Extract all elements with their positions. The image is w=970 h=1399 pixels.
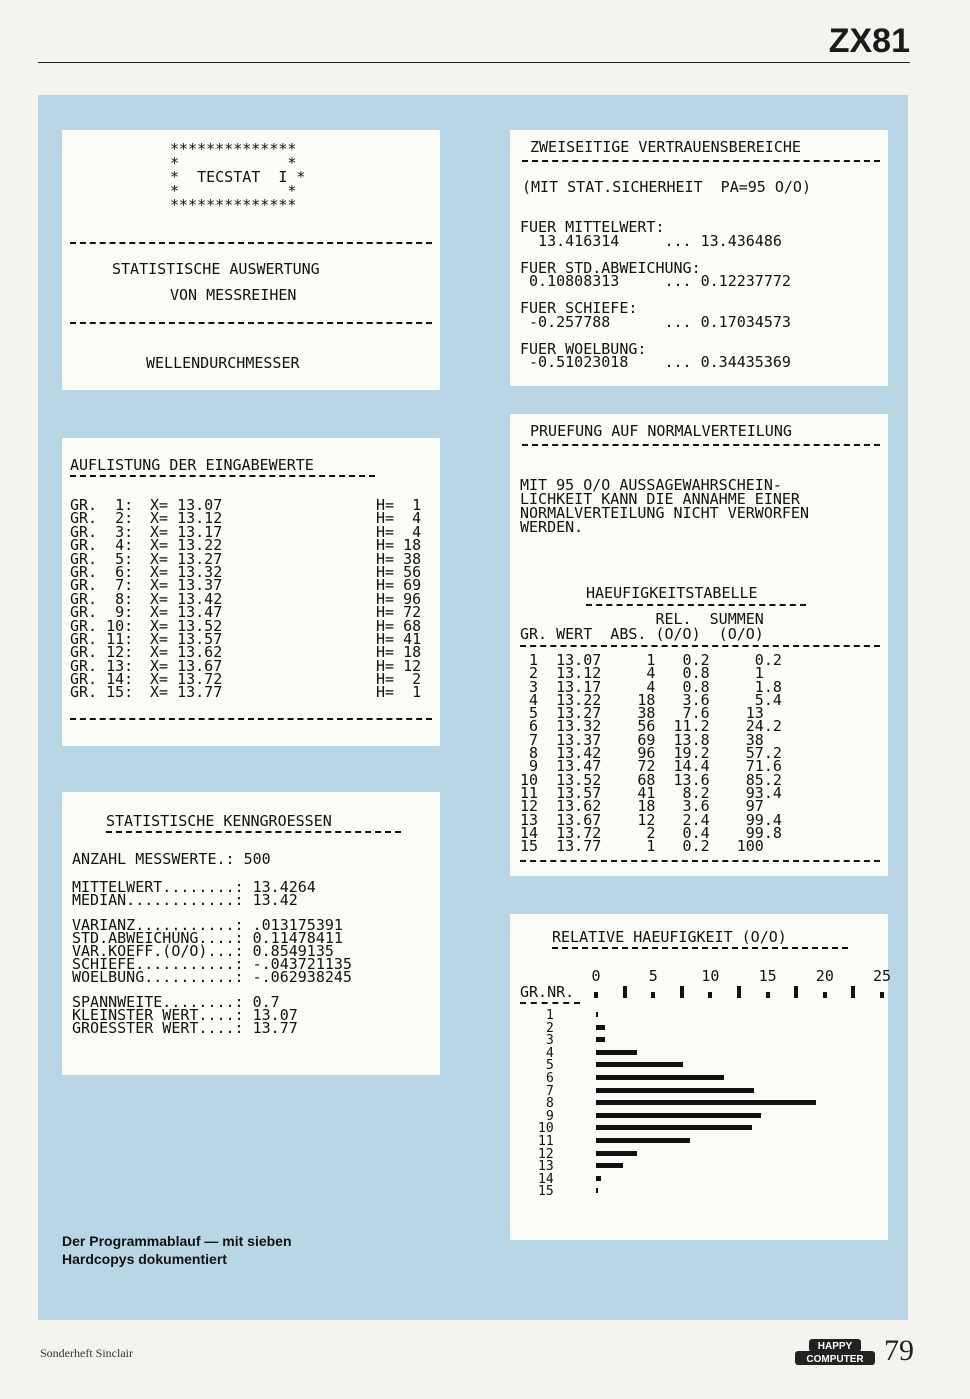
group-number: 5 <box>546 1058 554 1074</box>
stars-bottom: ************** <box>170 196 297 214</box>
frequency-table-printout <box>510 414 888 876</box>
histogram-bar <box>596 1176 601 1181</box>
group-label: GR. 15: <box>70 683 134 702</box>
h-value: H= 72 <box>376 603 422 622</box>
caption-line-1: Der Programmablauf — mit sieben <box>62 1233 292 1249</box>
interval-line: 13.416314 ... 13.436486 <box>520 231 782 250</box>
group-label: GR. 9: <box>70 603 134 622</box>
x-value: X= 13.07 <box>150 496 223 514</box>
h-value: H= 56 <box>376 562 422 581</box>
group-number: 7 <box>546 1083 554 1099</box>
h-value: H= 18 <box>376 536 422 555</box>
group-label: GR. 6: <box>70 562 134 581</box>
h-value: H= 96 <box>376 589 422 608</box>
h-value: H= 4 <box>376 522 422 541</box>
divider <box>520 860 880 862</box>
group-label: GR. 11: <box>70 629 134 648</box>
x-value: X= 13.62 <box>150 643 223 662</box>
magazine-logo <box>795 1337 875 1367</box>
histogram-bar <box>596 1062 683 1067</box>
axis-tick-label: 10 <box>701 967 720 985</box>
heading-line-2: VON MESSREIHEN <box>170 286 297 304</box>
test-result-line: NORMALVERTEILUNG NICHT VERWORFEN <box>520 504 809 522</box>
group-number: 4 <box>546 1045 554 1061</box>
frequency-row: 11 13.57 41 8.2 93.4 <box>520 783 782 802</box>
axis-tick-mark <box>823 992 827 998</box>
header-rule <box>38 62 910 63</box>
test-result-line: WERDEN. <box>520 518 584 536</box>
test-result-line: LICHKEIT KANN DIE ANNAHME EINER <box>520 490 800 508</box>
x-value: X= 13.57 <box>150 629 223 648</box>
stars-line: * * <box>170 154 297 172</box>
axis-tick-label: 5 <box>648 967 658 985</box>
h-value: H= 4 <box>376 509 422 528</box>
sample-count: ANZAHL MESSWERTE.: 500 <box>72 850 271 868</box>
x-value: X= 13.42 <box>150 589 223 608</box>
x-value: X= 13.37 <box>150 576 223 595</box>
interval-line: -0.257788 ... 0.17034573 <box>520 312 791 331</box>
group-label: GR. 1: <box>70 496 134 514</box>
footer-publication: Sonderheft Sinclair <box>40 1346 133 1360</box>
svg-text:COMPUTER: COMPUTER <box>806 1354 864 1365</box>
divider <box>520 645 880 647</box>
histogram-bar <box>596 1100 816 1105</box>
frequency-row: 5 13.27 38 7.6 13 <box>520 704 764 723</box>
section-title: AUFLISTUNG DER EINGABEWERTE <box>70 456 314 474</box>
table-header-2: GR. WERT ABS. (O/O) (O/O) <box>520 625 764 643</box>
stars-top: ************** <box>170 140 297 158</box>
group-number: 9 <box>546 1108 554 1124</box>
input-row <box>70 683 432 702</box>
interval-line: -0.51023018 ... 0.34435369 <box>520 353 791 371</box>
histogram-bar <box>596 1075 724 1080</box>
frequency-row: 13 13.67 12 2.4 99.4 <box>520 810 782 829</box>
histogram-bar <box>596 1025 605 1030</box>
interval-line: 0.10808313 ... 0.12237772 <box>520 272 791 290</box>
histogram-bar <box>596 1188 598 1193</box>
input-values-printout <box>62 438 440 746</box>
statistic-line: MITTELWERT........: 13.4264 <box>72 878 316 896</box>
frequency-row: 1 13.07 1 0.2 0.2 <box>520 651 782 669</box>
group-label: GR. 4: <box>70 536 134 555</box>
frequency-row: 8 13.42 96 19.2 57.2 <box>520 744 782 763</box>
group-number: 1 <box>546 1008 554 1023</box>
test-result-line: MIT 95 O/O AUSSAGEWAHRSCHEIN- <box>520 476 782 494</box>
group-number: 2 <box>546 1020 554 1036</box>
frequency-row: 10 13.52 68 13.6 85.2 <box>520 770 782 789</box>
chart-title: RELATIVE HAEUFIGKEIT (O/O) <box>552 928 787 946</box>
x-value: X= 13.22 <box>150 536 223 555</box>
h-value: H= 38 <box>376 549 422 568</box>
svg-text:HAPPY: HAPPY <box>817 1341 853 1352</box>
h-value: H= 12 <box>376 656 422 675</box>
axis-tick-mark <box>708 992 712 998</box>
h-value: H= 1 <box>376 683 422 702</box>
axis-tick-mark <box>680 986 684 998</box>
interval-line: FUER MITTELWERT: <box>520 218 665 236</box>
frequency-row: 14 13.72 2 0.4 99.8 <box>520 823 782 842</box>
group-label: GR. 2: <box>70 509 134 528</box>
histogram-bar <box>596 1113 761 1118</box>
group-label: GR. 5: <box>70 549 134 568</box>
h-value: H= 41 <box>376 629 422 648</box>
divider <box>70 718 432 720</box>
group-label: GR. 7: <box>70 576 134 595</box>
group-number: 14 <box>538 1171 554 1187</box>
histogram-bar <box>596 1151 637 1156</box>
frequency-row: 6 13.32 56 11.2 24.2 <box>520 717 782 736</box>
group-label: GR. 12: <box>70 643 134 662</box>
brand-title: ZX81 <box>828 22 910 60</box>
group-label: GR. 10: <box>70 616 134 635</box>
histogram-bar <box>596 1138 690 1143</box>
axis-tick-mark <box>651 992 655 998</box>
title-underline <box>106 831 401 833</box>
axis-tick-label: 0 <box>591 967 601 985</box>
histogram-bar <box>596 1050 637 1055</box>
statistic-line: SCHIEFE...........: -.043721135 <box>72 954 352 973</box>
group-number: 8 <box>546 1096 554 1112</box>
h-value: H= 69 <box>376 576 422 595</box>
frequency-row: 2 13.12 4 0.8 1 <box>520 664 764 683</box>
frequency-row: 15 13.77 1 0.2 100 <box>520 837 764 856</box>
interval-line: FUER WOELBUNG: <box>520 339 647 358</box>
statistics-printout <box>62 792 440 1075</box>
histogram-bar <box>596 1088 754 1093</box>
axis-tick-mark <box>851 986 855 998</box>
x-value: X= 13.47 <box>150 603 223 622</box>
group-number: 6 <box>546 1071 554 1086</box>
interval-line: FUER STD.ABWEICHUNG: <box>520 258 701 277</box>
x-value: X= 13.72 <box>150 670 223 689</box>
axis-tick-mark <box>794 986 798 998</box>
statistic-line: GROESSTER WERT....: 13.77 <box>72 1018 298 1037</box>
heading-line-1: STATISTISCHE AUSWERTUNG <box>112 260 320 278</box>
histogram-bar <box>596 1125 752 1130</box>
axis-tick-mark <box>594 992 598 998</box>
group-number: 11 <box>538 1134 554 1149</box>
group-number: 10 <box>538 1121 554 1137</box>
caption-line-2: Hardcopys dokumentiert <box>62 1251 227 1267</box>
axis-tick-label: 20 <box>815 967 834 985</box>
histogram-printout <box>510 914 892 1240</box>
confidence-level: (MIT STAT.SICHERHEIT PA=95 O/O) <box>522 178 811 196</box>
statistic-line: MEDIAN............: 13.42 <box>72 890 298 909</box>
statistic-line: SPANNWEITE........: 0.7 <box>72 993 280 1012</box>
section-title: STATISTISCHE KENNGROESSEN <box>106 812 332 830</box>
h-value: H= 1 <box>376 496 422 514</box>
statistic-line: VAR.KOEFF.(O/O)...: 0.8549135 <box>72 941 334 960</box>
section-title: ZWEISEITIGE VERTRAUENSBEREICHE <box>530 138 801 156</box>
x-value: X= 13.12 <box>150 509 223 528</box>
x-value: X= 13.17 <box>150 522 223 541</box>
group-label: GR. 3: <box>70 522 134 541</box>
table-header-1: REL. SUMMEN <box>520 610 764 628</box>
figure-caption <box>62 1232 292 1268</box>
h-value: H= 18 <box>376 643 422 662</box>
section-title: PRUEFUNG AUF NORMALVERTEILUNG <box>530 422 792 440</box>
divider <box>70 242 432 244</box>
histogram-bar <box>596 1163 623 1168</box>
page-number: 79 <box>884 1334 914 1367</box>
divider <box>70 322 432 324</box>
group-number: 3 <box>546 1033 554 1049</box>
x-value: X= 13.27 <box>150 549 223 568</box>
table-title: HAEUFIGKEITSTABELLE <box>586 584 758 602</box>
frequency-row: 12 13.62 18 3.6 97 <box>520 797 764 816</box>
axis-tick-label: 15 <box>758 967 777 985</box>
axis-tick-mark <box>623 986 627 998</box>
x-value: X= 13.77 <box>150 683 223 702</box>
frequency-row: 7 13.37 69 13.8 38 <box>520 730 764 749</box>
x-value: X= 13.67 <box>150 656 223 675</box>
group-label: GR. 14: <box>70 670 134 689</box>
title-underline <box>70 475 375 477</box>
x-value: X= 13.52 <box>150 616 223 635</box>
h-value: H= 2 <box>376 670 422 689</box>
bar-chart <box>510 914 888 1240</box>
statistic-line: STD.ABWEICHUNG....: 0.11478411 <box>72 929 343 948</box>
group-number: 15 <box>538 1184 554 1200</box>
axis-tick-mark <box>737 986 741 998</box>
interval-line: FUER SCHIEFE: <box>520 299 638 317</box>
title-printout <box>62 130 440 390</box>
program-title: * TECSTAT I * <box>170 168 306 186</box>
confidence-printout <box>510 130 888 386</box>
statistic-line: VARIANZ...........: .013175391 <box>72 916 343 935</box>
stars-line: * * <box>170 182 297 200</box>
axis-tick-label: 25 <box>873 967 892 985</box>
divider <box>522 160 880 162</box>
group-label: GR. 8: <box>70 589 134 608</box>
axis-tick-mark <box>766 992 770 998</box>
statistic-line: KLEINSTER WERT....: 13.07 <box>72 1005 298 1024</box>
frequency-row: 4 13.22 18 3.6 5.4 <box>520 690 782 709</box>
divider <box>522 444 880 446</box>
title-underline <box>586 604 806 606</box>
h-value: H= 68 <box>376 616 422 635</box>
frequency-row: 9 13.47 72 14.4 71.6 <box>520 757 782 776</box>
group-number: 13 <box>538 1159 554 1175</box>
subject-label: WELLENDURCHMESSER <box>146 354 300 372</box>
statistic-line: WOELBUNG..........: -.062938245 <box>72 967 352 986</box>
group-label: GR. 13: <box>70 656 134 675</box>
frequency-row: 3 13.17 4 0.8 1.8 <box>520 677 782 696</box>
axis-tick-mark <box>880 992 884 998</box>
x-value: X= 13.32 <box>150 562 223 581</box>
histogram-bar <box>596 1037 605 1042</box>
histogram-bar <box>596 1012 598 1017</box>
group-number: 12 <box>538 1146 554 1162</box>
group-axis-label: GR.NR. <box>520 983 575 1001</box>
